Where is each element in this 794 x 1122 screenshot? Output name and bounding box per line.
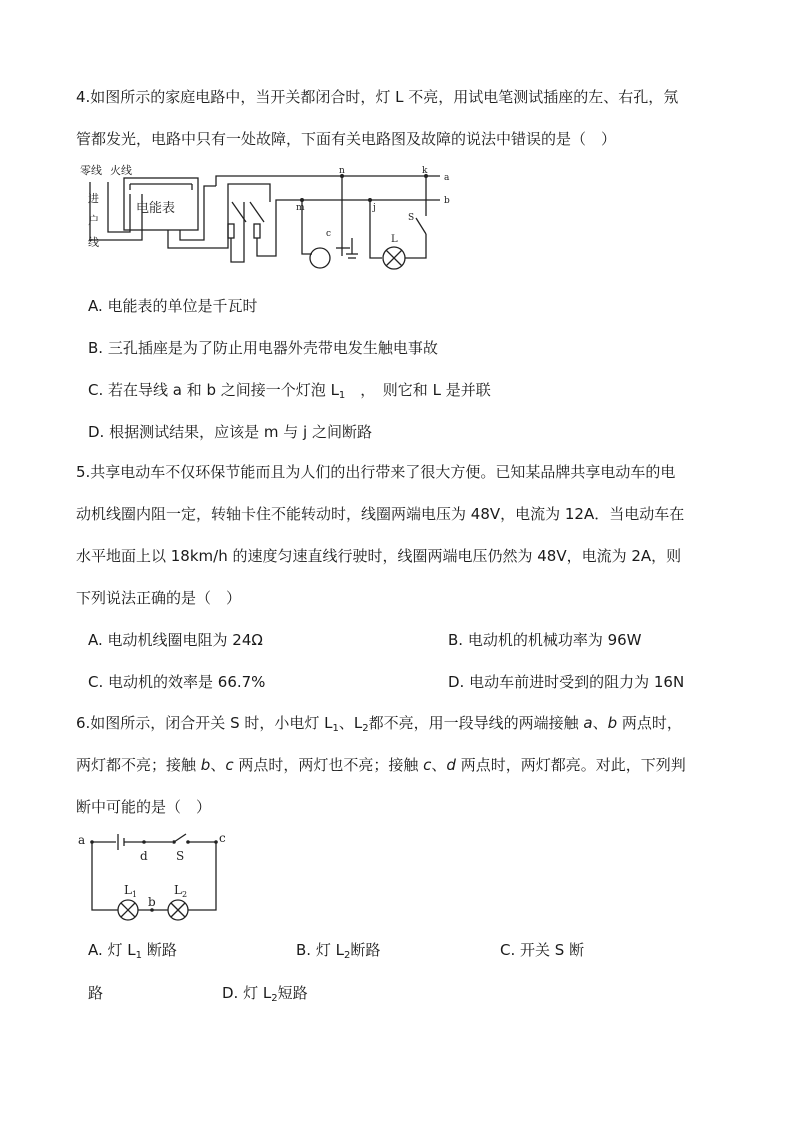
label-k: k [422,166,428,176]
q6-label-L2: $L_2$ [174,883,188,899]
q6-label-L1: $L_1$ [124,883,138,899]
label-m: m [296,203,305,213]
q4-option-d: D. 根据测试结果，应该是 m 与 j 之间断路 [88,423,372,441]
label-j: j [373,203,376,213]
q5-option-a: A. 电动机线圈电阻为 24Ω [88,631,263,649]
label-c: c [326,229,332,239]
label-L: L [391,234,398,245]
label-live: 火线 [110,164,132,177]
q5-stem-line3: 水平地面上以 18km/h 的速度匀速直线行驶时，线圈两端电压仍然为 48V，电流为 2A，则 [76,547,682,565]
q4-stem-line2: 管都发光，电路中只有一处故障，下面有关电路图及故障的说法中错误的是（ ） [76,130,617,148]
q6-stem-line2: 两灯都不亮；接触 b、c 两点时，两灯也不亮；接触 c、d 两点时，两灯都亮。对此，下列判 [76,756,686,774]
q5-option-c: C. 电动机的效率是 66.7% [88,673,266,691]
label-n: n [339,166,345,176]
label-meter: 电能表 [136,201,176,216]
q6-option-a: A. 灯 $L_1$ 断路 [88,941,177,961]
q6-option-c-continued: 路 [88,984,104,1002]
q4-option-b: B. 三孔插座是为了防止用电器外壳带电发生触电事故 [88,339,438,357]
label-entry-1: 进 [88,192,99,205]
q5-stem-line4: 下列说法正确的是（ ） [76,589,242,607]
label-a: a [444,173,450,183]
q6-label-d: d [140,849,148,863]
q6-circuit-diagram [74,828,234,924]
q5-stem-line1: 5.共享电动车不仅环保节能而且为人们的出行带来了很大方便。已知某品牌共享电动车的电 [76,463,676,481]
label-b: b [444,196,450,206]
q6-label-c: c [219,831,226,845]
label-entry-3: 线 [88,236,99,249]
q6-option-b: B. 灯 $L_2$断路 [296,941,381,961]
q6-label-S: S [176,849,185,863]
q6-option-d: D. 灯 $L_2$短路 [222,984,308,1004]
q6-label-b: b [148,895,156,909]
q4-circuit-diagram [80,164,460,279]
label-entry-2: 户 [88,214,99,227]
q4-option-a: A. 电能表的单位是千瓦时 [88,297,258,315]
q5-option-d: D. 电动车前进时受到的阻力为 16N [448,673,685,691]
q5-stem-line2: 动机线圈内阻一定，转轴卡住不能转动时，线圈两端电压为 48V，电流为 12A．当电动车在 [76,505,685,523]
q4-option-c: C. 若在导线 a 和 b 之间接一个灯泡 $L_1$ ， 则它和 L 是并联 [88,381,491,401]
label-neutral: 零线 [80,164,102,177]
q6-label-a: a [78,833,86,847]
q6-option-c: C. 开关 S 断 [500,941,585,959]
q5-option-b: B. 电动机的机械功率为 96W [448,631,642,649]
q6-stem-line3: 断中可能的是（ ） [76,798,212,816]
q4-stem-line1: 4.如图所示的家庭电路中，当开关都闭合时，灯 L 不亮，用试电笔测试插座的左、右孔，氖 [76,88,679,106]
label-S: S [408,213,415,223]
q6-stem-line1: 6.如图所示，闭合开关 S 时，小电灯 $L_1$、$L_2$都不亮，用一段导线的两端接触 a、b 两点时， [76,714,682,734]
